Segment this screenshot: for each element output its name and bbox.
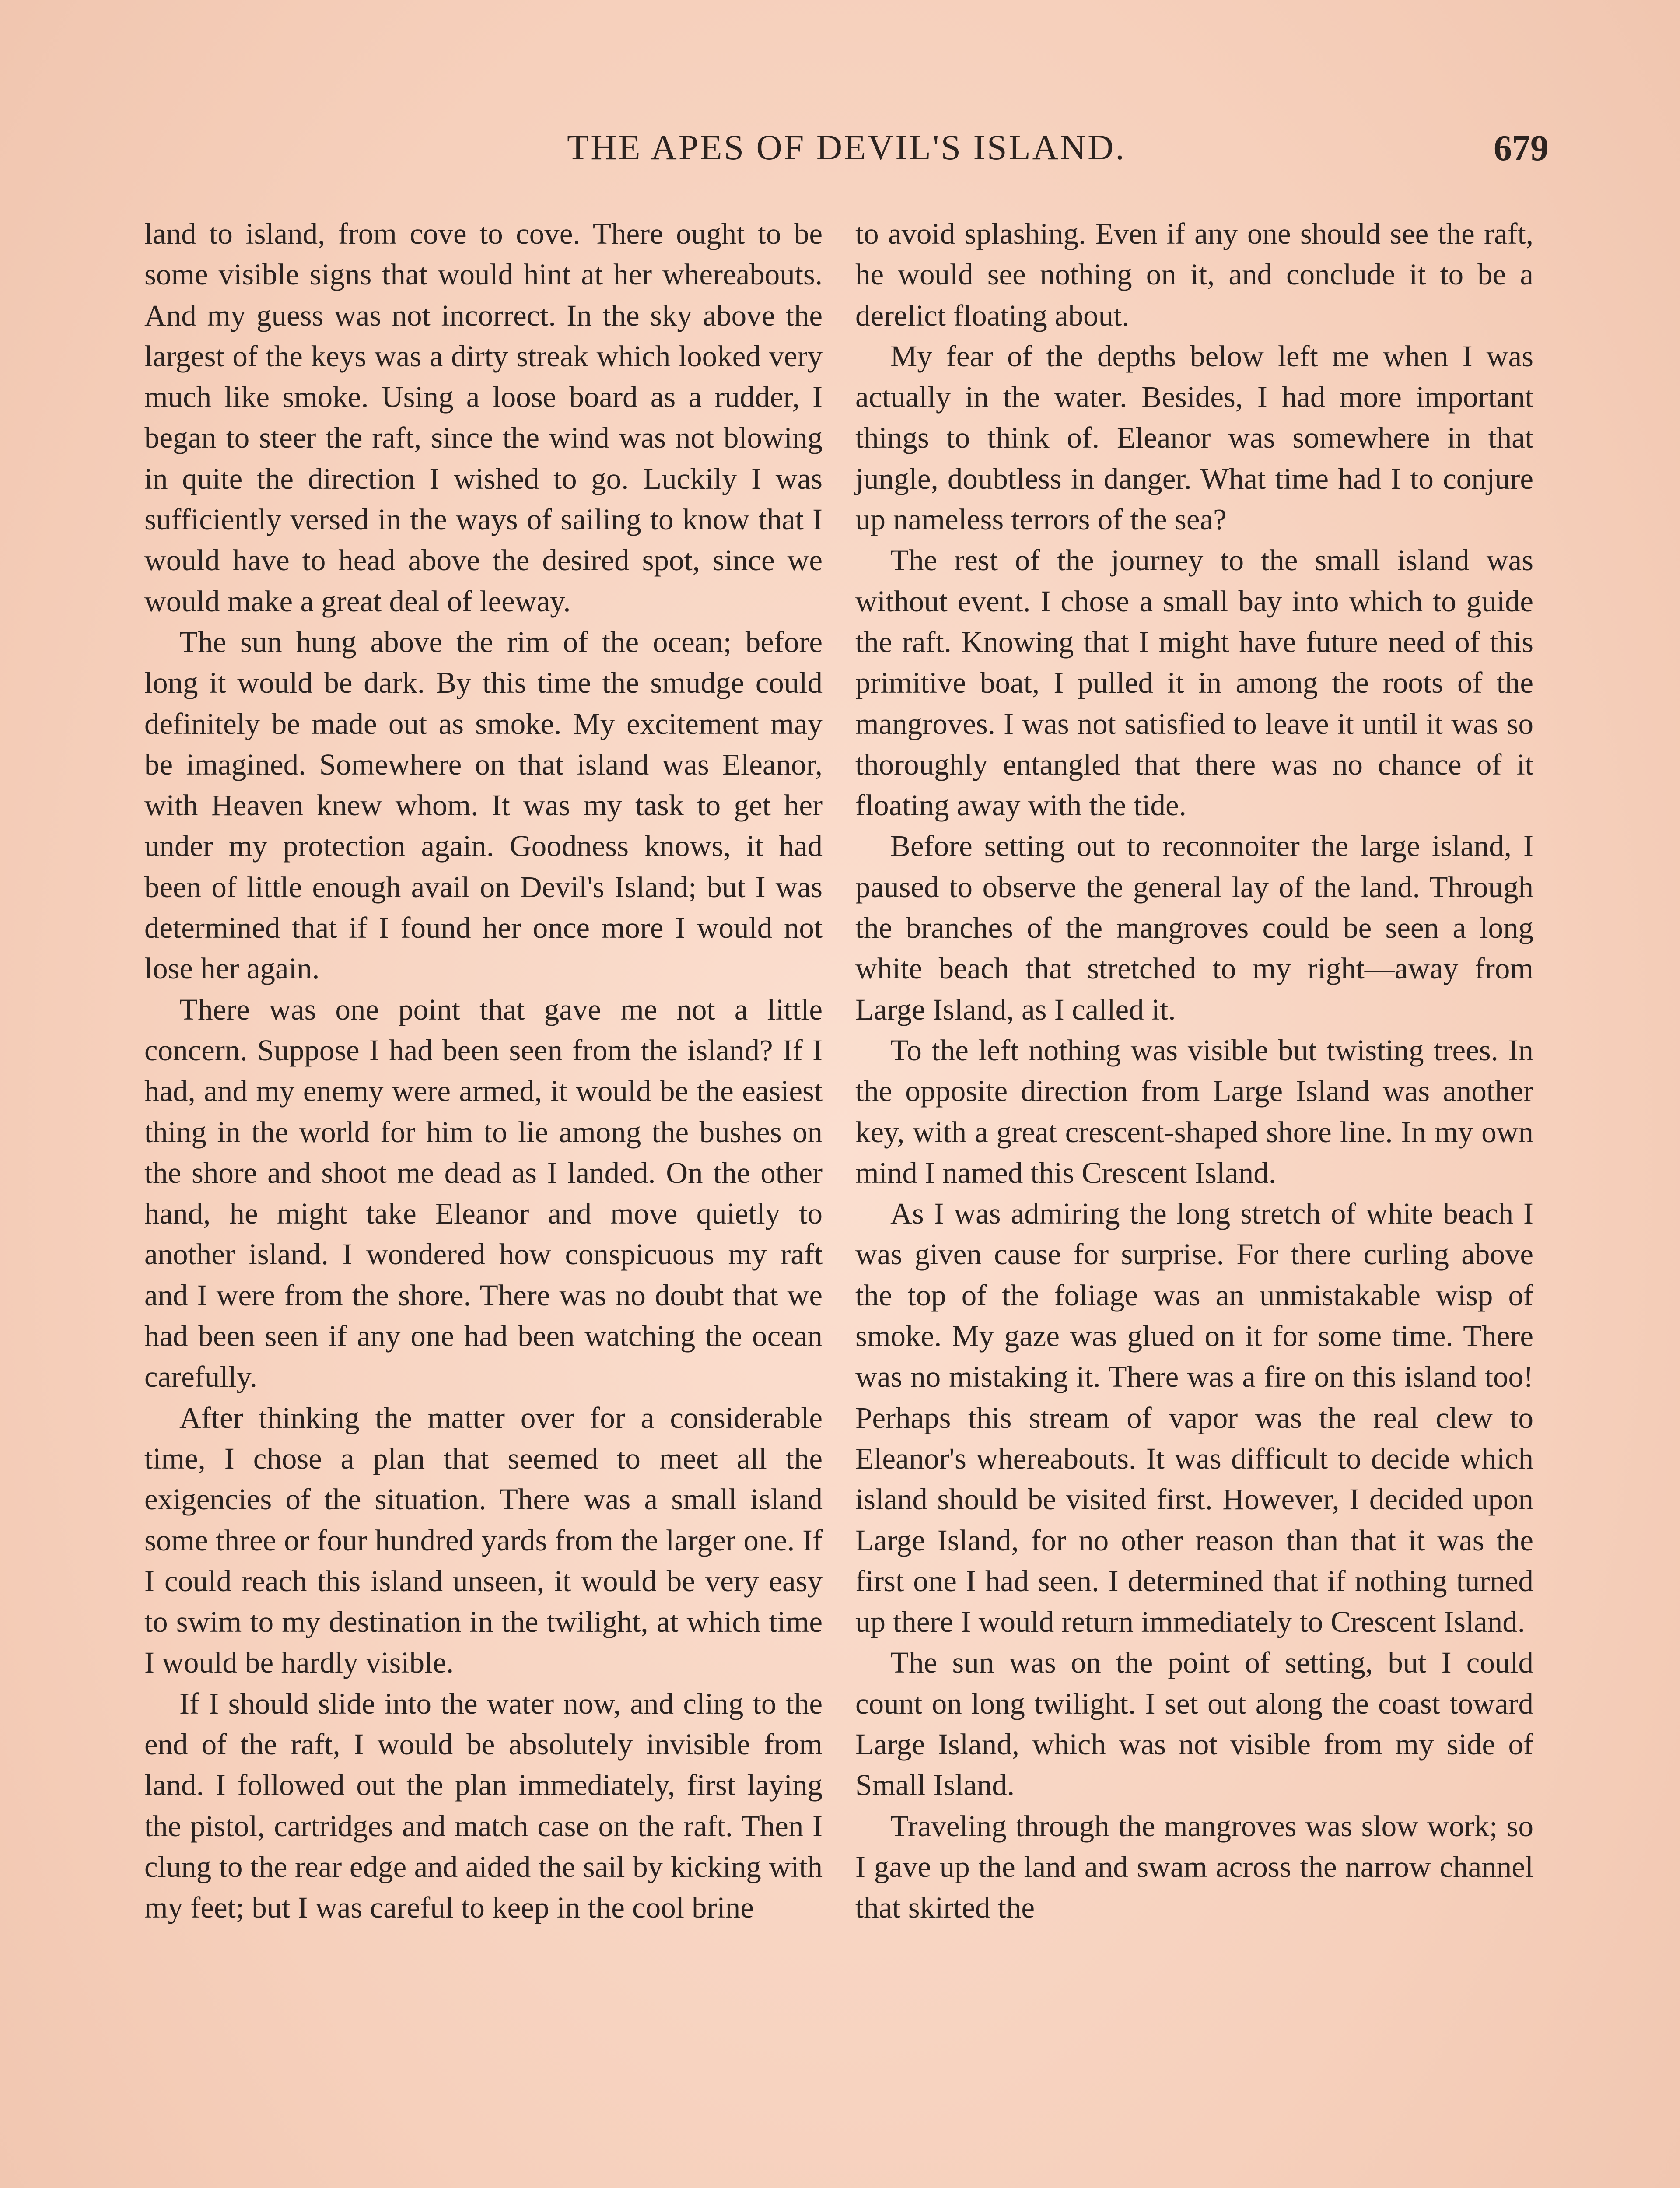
left-column — [144, 214, 822, 1928]
paragraph: After thinking the matter over for a considerable time, I chose a plan that seemed to meet all the exigencies of the situation. There was a small island some three or four hundred yards from the larger one. If I could reach this island unseen, it would be very easy to swim to my destination in the twilight, at which time I would be hardly visible. — [144, 1401, 822, 1680]
paragraph: As I was admiring the long stretch of white beach I was given cause for surprise. For there curling above the top of the foliage was an unmistakable wisp of smoke. My gaze was glued on it for some time. There was no mistaking it. There was a fire on this island too! Perhaps this stream of vapor was the real clew to Eleanor's whereabouts. It was difficult to decide which island should be visited first. However, I decided upon Large Island, for no other reason than that it was the first one I had seen. I determined that if nothing turned up there I would return immediately to Crescent Island. — [855, 1197, 1533, 1639]
paragraph: To the left nothing was visible but twisting trees. In the opposite direction from Large Island was another key, with a great crescent-shaped shore line. In my own mind I named this Crescent Island. — [855, 1033, 1533, 1189]
page-number: 679 — [1494, 128, 1549, 168]
page-header — [144, 127, 1549, 188]
paragraph: If I should slide into the water now, and cling to the end of the raft, I would be absolutely invisible from land. I followed out the plan immediately, first laying the pistol, cartridges and match case on the raft. Then I clung to the rear edge and aided the sail by kicking with my feet; but I was careful to keep in the cool brine — [144, 1687, 822, 1925]
paragraph: Traveling through the mangroves was slow work; so I gave up the land and swam across the narrow channel that skirted the — [855, 1809, 1533, 1925]
paragraph: The sun was on the point of setting, but I could count on long twilight. I set out along the coast toward Large Island, which was not visible from my side of Small Island. — [855, 1646, 1533, 1802]
paragraph: There was one point that gave me not a little concern. Suppose I had been seen from the island? If I had, and my enemy were armed, it would be the easiest thing in the world for him to lie among the bushes on the shore and shoot me dead as I landed. On the other hand, he might take Eleanor and move quietly to another island. I wondered how conspicuous my raft and I were from the shore. There was no doubt that we had been seen if any one had been watching the ocean carefully. — [144, 992, 822, 1394]
paragraph: The sun hung above the rim of the ocean; before long it would be dark. By this time the smudge could definitely be made out as smoke. My excitement may be imagined. Somewhere on that island was Eleanor, with Heaven knew whom. It was my task to get her under my protection again. Goodness knows, it had been of little enough avail on Devil's Island; but I was determined that if I found her once more I would not lose her again. — [144, 625, 822, 985]
paragraph: land to island, from cove to cove. There ought to be some visible signs that would hint at her whereabouts. And my guess was not incorrect. In the sky above the largest of the keys was a dirty streak which looked very much like smoke. Using a loose board as a rudder, I began to steer the raft, since the wind was not blowing in quite the direction I wished to go. Luckily I was sufficiently versed in the ways of sailing to know that I would have to head above the desired spot, since we would make a great deal of leeway. — [144, 217, 822, 618]
running-title: THE APES OF DEVIL'S ISLAND. — [567, 127, 1126, 167]
paragraph: My fear of the depths below left me when I was actually in the water. Besides, I had more important things to think of. Eleanor was somewhere in that jungle, doubtless in danger. What time had I to conjure up nameless terrors of the sea? — [855, 339, 1533, 536]
paragraph: The rest of the journey to the small island was without event. I chose a small bay into which to guide the raft. Knowing that I might have future need of this primitive boat, I pulled it in among the roots of the mangroves. I was not satisfied to leave it until it was so thoroughly entangled that there was no chance of it floating away with the tide. — [855, 543, 1533, 822]
paragraph: Before setting out to reconnoiter the large island, I paused to observe the general lay of the land. Through the branches of the mangroves could be seen a long white beach that stretched to my right—away from Large Island, as I called it. — [855, 829, 1533, 1026]
right-column — [855, 214, 1533, 1928]
paragraph: to avoid splashing. Even if any one should see the raft, he would see nothing on it, and conclude it to be a derelict floating about. — [855, 217, 1533, 332]
